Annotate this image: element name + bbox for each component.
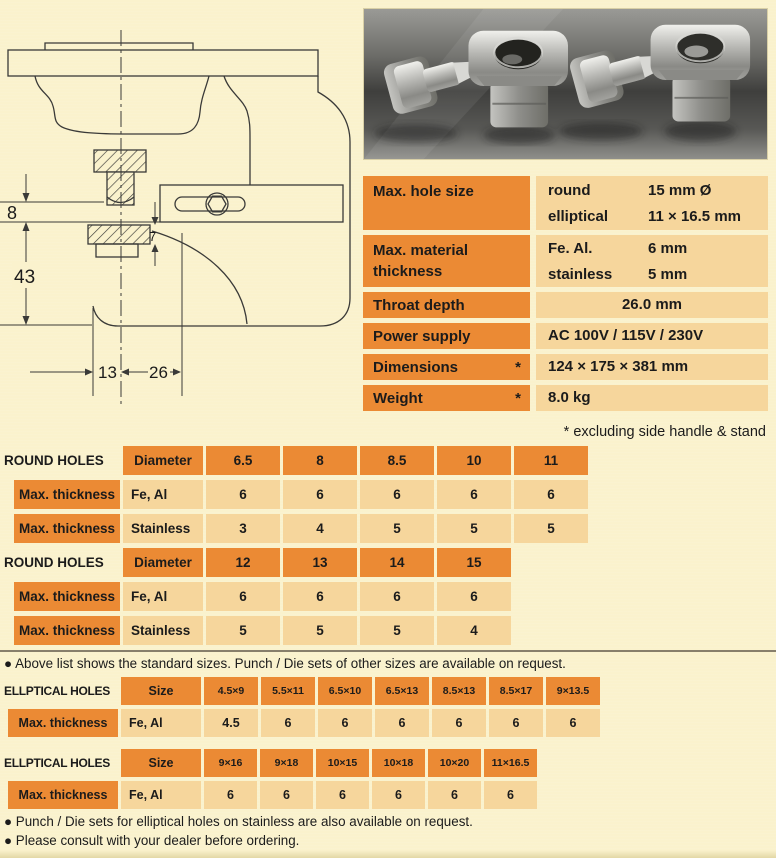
category-cell: Stainless [123,514,203,543]
spec-label [363,323,530,349]
spec-subkey: Fe. Al. [548,240,593,257]
flange-tab [45,43,193,50]
spec-row-max-material-thickness [363,235,768,287]
spec-footnote: * excluding side handle & stand [563,424,766,440]
header-cell: 12 [206,548,280,577]
row-label-cell: Max. thickness [14,514,120,543]
header-cell: 9×16 [204,749,257,777]
bottom-note-dealer: ● Please consult with your dealer before ordering. [4,833,300,848]
spec-subvalue: 15 mm Ø [648,182,712,199]
value-cell: 6 [437,582,511,611]
spec-subvalue: 5 mm [648,266,688,283]
inner-curve [224,76,250,185]
category-cell: Fe, Al [121,781,201,809]
spec-subvalue: 11 × 16.5 mm [648,208,741,225]
header-cell: 15 [437,548,511,577]
value-cell: 3 [206,514,280,543]
value-cell: 6 [360,480,434,509]
value-cell: 6 [206,582,280,611]
header-cell: 11 [514,446,588,475]
elliptical-holes-table-2 [0,749,537,809]
value-cell: 5 [206,616,280,645]
value-cell: 5 [437,514,511,543]
value-cell: 6 [372,781,425,809]
value-cell: 4.5 [204,709,258,737]
punch-and-die-sets-photo [363,8,768,160]
right-shoulder [318,76,350,142]
header-cell: 8 [283,446,357,475]
spec-line [536,204,768,230]
header-cell: 9×13.5 [546,677,600,705]
value-cell: 6 [428,781,481,809]
spec-label-text: Power supply [373,328,471,345]
header-cell: 10×18 [372,749,425,777]
spec-label [363,354,530,380]
round-holes-table-2 [0,548,511,645]
value-cell: 4 [283,514,357,543]
header-cell: 4.5×9 [204,677,258,705]
value-cell: 6 [375,709,429,737]
spec-row-throat-depth [363,292,768,318]
value-cell: 6 [260,781,313,809]
header-cell: 11×16.5 [484,749,537,777]
die-shank [96,244,138,257]
section-title: ROUND HOLES [4,453,104,468]
value-cell: 6 [437,480,511,509]
category-cell: Fe, Al [123,582,203,611]
spec-line [536,236,768,262]
value-cell: 6 [514,480,588,509]
punch-holder-section [94,150,146,172]
header-cell: Diameter [123,548,203,577]
section-title: ROUND HOLES [4,555,104,570]
spec-row-dimensions [363,354,768,380]
row-label-cell: Max. thickness [14,582,120,611]
header-cell: 9×18 [260,749,313,777]
header-cell: Diameter [123,446,203,475]
bottom-note-stainless: ● Punch / Die sets for elliptical holes on stainless are also available on request. [4,814,473,829]
value-cell: 6 [318,709,372,737]
spec-value: 26.0 mm [536,292,768,318]
spec-value: 8.0 kg [536,385,768,411]
header-cell: 5.5×11 [261,677,315,705]
value-cell: 6 [489,709,543,737]
spec-subkey: stainless [548,266,613,283]
value-cell: 4 [437,616,511,645]
spec-row-power-supply [363,323,768,349]
header-cell: 6.5 [206,446,280,475]
header-cell: 13 [283,548,357,577]
header-cell: 8.5×17 [489,677,543,705]
technical-drawing [0,0,360,425]
value-cell: 5 [360,514,434,543]
spec-label [363,292,530,318]
spec-value [536,176,768,230]
category-cell: Fe, Al [121,709,201,737]
spec-table [363,176,768,440]
elliptical-holes-table-1 [0,677,600,737]
category-cell: Fe, Al [123,480,203,509]
die-section [88,225,150,244]
head-body [35,76,209,134]
header-cell: 10×15 [316,749,369,777]
flange [8,50,318,76]
row-label-cell: Max. thickness [14,616,120,645]
dim-26-label: 26 [149,363,168,382]
spec-value: AC 100V / 115V / 230V [536,323,768,349]
row-label-cell: Max. thickness [8,709,118,737]
value-cell: 6 [261,709,315,737]
page-bottom-shade [0,850,776,858]
value-cell: 6 [283,582,357,611]
row-label-cell: Max. thickness [14,480,120,509]
category-cell: Stainless [123,616,203,645]
section-title: ELLPTICAL HOLES [4,684,110,698]
header-cell: 8.5 [360,446,434,475]
spec-label [363,385,530,411]
machine-outline [8,43,350,326]
spec-label-text: Max. hole size [373,183,474,200]
value-cell: 6 [283,480,357,509]
arm-slot [175,197,245,211]
header-cell: 6.5×13 [375,677,429,705]
section-divider-rule [0,650,776,652]
spec-line [536,262,768,288]
header-cell: 10 [437,446,511,475]
spec-subvalue: 6 mm [648,240,688,257]
spec-row-max-hole-size [363,176,768,230]
dim-13-label: 13 [98,363,117,382]
asterisk-mark: * [515,390,521,407]
value-cell: 6 [204,781,257,809]
spec-line [536,178,768,204]
spec-label [363,235,530,287]
header-cell: 14 [360,548,434,577]
spec-label [363,176,530,230]
spec-subkey: elliptical [548,208,609,225]
row-label-cell: Max. thickness [8,781,118,809]
section-title: ELLPTICAL HOLES [4,756,110,770]
value-cell: 5 [514,514,588,543]
value-cell: 5 [360,616,434,645]
spec-row-weight [363,385,768,411]
spec-label-text: Max. material thickness [373,242,469,280]
value-cell: 6 [360,582,434,611]
dim-43-label: 43 [14,267,36,288]
header-cell: 6.5×10 [318,677,372,705]
dim-7-label: 7 [149,229,157,244]
value-cell: 6 [432,709,486,737]
round-holes-table-1 [0,446,588,543]
value-cell: 6 [316,781,369,809]
spec-label-text: Dimensions [373,359,459,376]
value-cell: 6 [206,480,280,509]
throat-curve [152,231,247,324]
spec-value: 124 × 175 × 381 mm [536,354,768,380]
header-cell: 10×20 [428,749,481,777]
value-cell: 6 [546,709,600,737]
work-table-arm [160,185,343,222]
header-cell: 8.5×13 [432,677,486,705]
dim-8-label: 8 [7,203,18,223]
spec-value [536,235,768,287]
round-holes-note: ● Above list shows the standard sizes. Punch / Die sets of other sizes are available on request. [4,656,566,671]
spec-label-text: Throat depth [373,297,465,314]
value-cell: 5 [283,616,357,645]
spec-subkey: round [548,182,591,199]
spec-label-text: Weight [373,390,423,407]
hex-bolt [208,196,226,212]
header-cell: Size [121,677,201,705]
asterisk-mark: * [515,359,521,376]
dimension-arrows [23,193,182,376]
header-cell: Size [121,749,201,777]
value-cell: 6 [484,781,537,809]
